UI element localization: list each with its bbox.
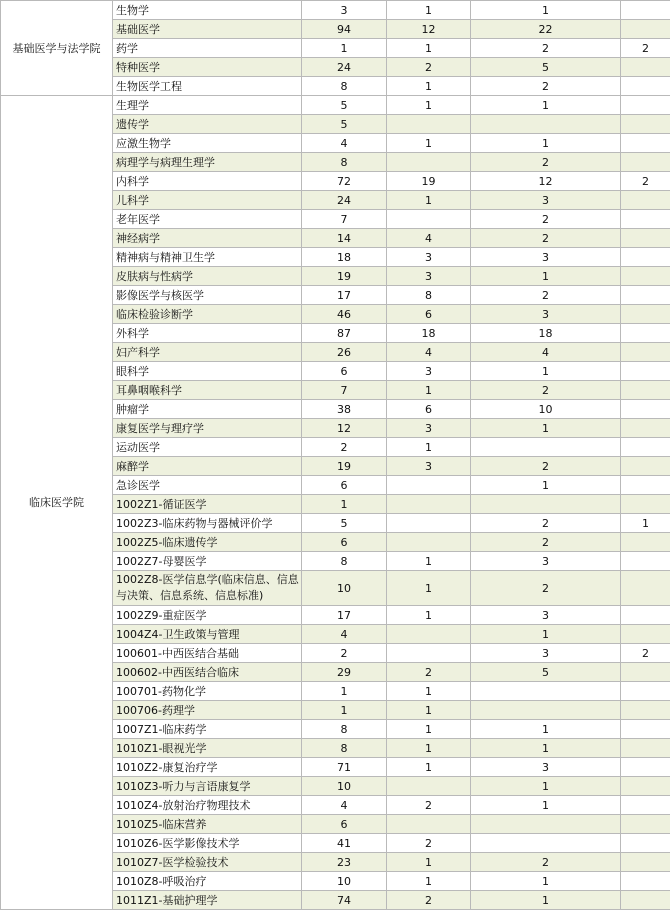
count-cell-c3: 3 xyxy=(471,552,621,571)
count-cell-c3 xyxy=(471,115,621,134)
major-name-cell: 皮肤病与性病学 xyxy=(113,267,302,286)
count-cell-c2: 4 xyxy=(387,343,471,362)
count-cell-c2 xyxy=(387,625,471,644)
count-cell-c3: 2 xyxy=(471,853,621,872)
count-cell-c4 xyxy=(621,533,670,552)
count-cell-c2: 1 xyxy=(387,191,471,210)
count-cell-c1: 71 xyxy=(302,758,387,777)
count-cell-c3 xyxy=(471,682,621,701)
count-cell-c1: 5 xyxy=(302,514,387,533)
count-cell-c3: 12 xyxy=(471,172,621,191)
count-cell-c3: 3 xyxy=(471,644,621,663)
count-cell-c1: 6 xyxy=(302,362,387,381)
count-cell-c4: 2 xyxy=(621,644,670,663)
major-name-cell: 药学 xyxy=(113,39,302,58)
count-cell-c2: 3 xyxy=(387,419,471,438)
count-cell-c3: 1 xyxy=(471,1,621,20)
count-cell-c3: 5 xyxy=(471,58,621,77)
count-cell-c4 xyxy=(621,134,670,153)
major-name-cell: 1010Z4-放射治疗物理技术 xyxy=(113,796,302,815)
count-cell-c1: 1 xyxy=(302,495,387,514)
count-cell-c4 xyxy=(621,758,670,777)
major-name-cell: 外科学 xyxy=(113,324,302,343)
count-cell-c4 xyxy=(621,552,670,571)
major-name-cell: 耳鼻咽喉科学 xyxy=(113,381,302,400)
count-cell-c4 xyxy=(621,701,670,720)
count-cell-c1: 1 xyxy=(302,682,387,701)
count-cell-c4 xyxy=(621,324,670,343)
count-cell-c4 xyxy=(621,663,670,682)
count-cell-c1: 94 xyxy=(302,20,387,39)
count-cell-c4 xyxy=(621,115,670,134)
count-cell-c4: 2 xyxy=(621,39,670,58)
count-cell-c3: 22 xyxy=(471,20,621,39)
count-cell-c2: 12 xyxy=(387,20,471,39)
major-name-cell: 儿科学 xyxy=(113,191,302,210)
count-cell-c4 xyxy=(621,343,670,362)
count-cell-c1: 29 xyxy=(302,663,387,682)
count-cell-c2 xyxy=(387,495,471,514)
count-cell-c3: 3 xyxy=(471,305,621,324)
count-cell-c3: 2 xyxy=(471,229,621,248)
count-cell-c3: 2 xyxy=(471,153,621,172)
count-cell-c3: 1 xyxy=(471,419,621,438)
major-name-cell: 应激生物学 xyxy=(113,134,302,153)
major-name-cell: 康复医学与理疗学 xyxy=(113,419,302,438)
count-cell-c4 xyxy=(621,815,670,834)
count-cell-c1: 1 xyxy=(302,701,387,720)
count-cell-c2: 1 xyxy=(387,758,471,777)
count-cell-c1: 2 xyxy=(302,644,387,663)
count-cell-c2: 3 xyxy=(387,457,471,476)
major-name-cell: 麻醉学 xyxy=(113,457,302,476)
major-name-cell: 100601-中西医结合基础 xyxy=(113,644,302,663)
count-cell-c2 xyxy=(387,815,471,834)
count-cell-c3: 2 xyxy=(471,514,621,533)
count-cell-c4 xyxy=(621,606,670,625)
major-name-cell: 影像医学与核医学 xyxy=(113,286,302,305)
count-cell-c3 xyxy=(471,701,621,720)
major-name-cell: 1010Z5-临床营养 xyxy=(113,815,302,834)
count-cell-c1: 7 xyxy=(302,381,387,400)
count-cell-c3 xyxy=(471,495,621,514)
table-row xyxy=(1,1,670,20)
count-cell-c4 xyxy=(621,834,670,853)
count-cell-c1: 4 xyxy=(302,134,387,153)
count-cell-c1: 24 xyxy=(302,191,387,210)
count-cell-c2: 3 xyxy=(387,248,471,267)
count-cell-c1: 17 xyxy=(302,286,387,305)
major-name-cell: 病理学与病理生理学 xyxy=(113,153,302,172)
count-cell-c4 xyxy=(621,229,670,248)
major-name-cell: 遗传学 xyxy=(113,115,302,134)
count-cell-c3: 3 xyxy=(471,248,621,267)
count-cell-c2: 1 xyxy=(387,682,471,701)
major-name-cell: 急诊医学 xyxy=(113,476,302,495)
count-cell-c4 xyxy=(621,872,670,891)
count-cell-c3: 1 xyxy=(471,796,621,815)
count-cell-c4 xyxy=(621,777,670,796)
count-cell-c4 xyxy=(621,476,670,495)
count-cell-c2: 1 xyxy=(387,853,471,872)
major-name-cell: 1007Z1-临床药学 xyxy=(113,720,302,739)
count-cell-c4 xyxy=(621,153,670,172)
count-cell-c1: 4 xyxy=(302,796,387,815)
major-name-cell: 1002Z3-临床药物与器械评价学 xyxy=(113,514,302,533)
major-name-cell: 100701-药物化学 xyxy=(113,682,302,701)
count-cell-c4 xyxy=(621,739,670,758)
major-name-cell: 1002Z5-临床遗传学 xyxy=(113,533,302,552)
major-name-cell: 精神病与精神卫生学 xyxy=(113,248,302,267)
college-name-cell: 基础医学与法学院 xyxy=(1,1,113,96)
count-cell-c3: 3 xyxy=(471,758,621,777)
major-name-cell: 1002Z7-母婴医学 xyxy=(113,552,302,571)
count-cell-c4 xyxy=(621,891,670,910)
count-cell-c1: 19 xyxy=(302,267,387,286)
count-cell-c3: 1 xyxy=(471,872,621,891)
count-cell-c3 xyxy=(471,438,621,457)
major-name-cell: 老年医学 xyxy=(113,210,302,229)
major-name-cell: 1002Z8-医学信息学(临床信息、信息与决策、信息系统、信息标准) xyxy=(113,571,302,606)
count-cell-c2: 1 xyxy=(387,381,471,400)
count-cell-c2: 1 xyxy=(387,701,471,720)
count-cell-c2: 1 xyxy=(387,1,471,20)
count-cell-c3: 2 xyxy=(471,533,621,552)
major-name-cell: 生物医学工程 xyxy=(113,77,302,96)
major-name-cell: 100706-药理学 xyxy=(113,701,302,720)
count-cell-c2: 1 xyxy=(387,739,471,758)
major-name-cell: 1004Z4-卫生政策与管理 xyxy=(113,625,302,644)
major-name-cell: 基础医学 xyxy=(113,20,302,39)
count-cell-c1: 19 xyxy=(302,457,387,476)
count-cell-c4 xyxy=(621,625,670,644)
count-cell-c2 xyxy=(387,210,471,229)
count-cell-c1: 5 xyxy=(302,115,387,134)
count-cell-c1: 3 xyxy=(302,1,387,20)
count-cell-c2: 1 xyxy=(387,77,471,96)
major-name-cell: 1010Z2-康复治疗学 xyxy=(113,758,302,777)
count-cell-c3: 1 xyxy=(471,720,621,739)
count-cell-c2: 18 xyxy=(387,324,471,343)
count-cell-c1: 6 xyxy=(302,815,387,834)
count-cell-c1: 8 xyxy=(302,77,387,96)
count-cell-c2 xyxy=(387,644,471,663)
count-cell-c1: 87 xyxy=(302,324,387,343)
major-name-cell: 1002Z1-循证医学 xyxy=(113,495,302,514)
major-name-cell: 临床检验诊断学 xyxy=(113,305,302,324)
count-cell-c4 xyxy=(621,457,670,476)
count-cell-c2 xyxy=(387,533,471,552)
count-cell-c4 xyxy=(621,682,670,701)
count-cell-c2: 6 xyxy=(387,400,471,419)
count-cell-c4 xyxy=(621,20,670,39)
count-cell-c1: 18 xyxy=(302,248,387,267)
count-cell-c1: 6 xyxy=(302,476,387,495)
count-cell-c2 xyxy=(387,514,471,533)
count-cell-c1: 23 xyxy=(302,853,387,872)
count-cell-c4 xyxy=(621,267,670,286)
major-name-cell: 特种医学 xyxy=(113,58,302,77)
count-cell-c2: 1 xyxy=(387,438,471,457)
count-cell-c4 xyxy=(621,191,670,210)
count-cell-c3: 1 xyxy=(471,476,621,495)
count-cell-c1: 12 xyxy=(302,419,387,438)
count-cell-c2: 3 xyxy=(387,267,471,286)
count-cell-c3: 2 xyxy=(471,210,621,229)
major-name-cell: 1010Z7-医学检验技术 xyxy=(113,853,302,872)
count-cell-c2: 4 xyxy=(387,229,471,248)
count-cell-c3: 2 xyxy=(471,381,621,400)
count-cell-c3: 18 xyxy=(471,324,621,343)
count-cell-c4 xyxy=(621,248,670,267)
count-cell-c2: 6 xyxy=(387,305,471,324)
count-cell-c1: 8 xyxy=(302,739,387,758)
count-cell-c1: 2 xyxy=(302,438,387,457)
count-cell-c1: 8 xyxy=(302,153,387,172)
count-cell-c2: 1 xyxy=(387,606,471,625)
count-cell-c2: 1 xyxy=(387,39,471,58)
major-name-cell: 1010Z6-医学影像技术学 xyxy=(113,834,302,853)
count-cell-c1: 74 xyxy=(302,891,387,910)
count-cell-c3 xyxy=(471,815,621,834)
count-cell-c1: 24 xyxy=(302,58,387,77)
count-cell-c2: 2 xyxy=(387,663,471,682)
count-cell-c4 xyxy=(621,495,670,514)
major-name-cell: 生理学 xyxy=(113,96,302,115)
count-cell-c4 xyxy=(621,96,670,115)
count-cell-c3: 1 xyxy=(471,134,621,153)
major-name-cell: 妇产科学 xyxy=(113,343,302,362)
count-cell-c4 xyxy=(621,720,670,739)
major-name-cell: 100602-中西医结合临床 xyxy=(113,663,302,682)
count-cell-c1: 38 xyxy=(302,400,387,419)
count-cell-c2: 1 xyxy=(387,552,471,571)
count-cell-c3: 2 xyxy=(471,77,621,96)
count-cell-c3: 5 xyxy=(471,663,621,682)
count-cell-c4 xyxy=(621,400,670,419)
count-cell-c2: 1 xyxy=(387,872,471,891)
table-row xyxy=(1,96,670,115)
count-cell-c4 xyxy=(621,362,670,381)
count-cell-c3: 1 xyxy=(471,362,621,381)
count-cell-c2: 1 xyxy=(387,96,471,115)
count-cell-c1: 17 xyxy=(302,606,387,625)
major-name-cell: 运动医学 xyxy=(113,438,302,457)
count-cell-c4 xyxy=(621,58,670,77)
major-name-cell: 肿瘤学 xyxy=(113,400,302,419)
count-cell-c1: 1 xyxy=(302,39,387,58)
count-cell-c2 xyxy=(387,476,471,495)
count-cell-c3: 2 xyxy=(471,571,621,606)
count-cell-c1: 7 xyxy=(302,210,387,229)
count-cell-c2 xyxy=(387,777,471,796)
count-cell-c3: 3 xyxy=(471,191,621,210)
major-name-cell: 神经病学 xyxy=(113,229,302,248)
count-cell-c4 xyxy=(621,305,670,324)
count-cell-c2 xyxy=(387,115,471,134)
count-cell-c3: 1 xyxy=(471,267,621,286)
count-cell-c4 xyxy=(621,796,670,815)
count-cell-c3: 1 xyxy=(471,891,621,910)
count-cell-c2: 2 xyxy=(387,891,471,910)
count-cell-c3: 2 xyxy=(471,286,621,305)
count-cell-c4 xyxy=(621,77,670,96)
count-cell-c1: 10 xyxy=(302,777,387,796)
count-cell-c1: 10 xyxy=(302,872,387,891)
count-cell-c3: 10 xyxy=(471,400,621,419)
count-cell-c4 xyxy=(621,419,670,438)
count-cell-c4: 1 xyxy=(621,514,670,533)
major-name-cell: 内科学 xyxy=(113,172,302,191)
major-name-cell: 1010Z1-眼视光学 xyxy=(113,739,302,758)
count-cell-c1: 6 xyxy=(302,533,387,552)
count-cell-c1: 46 xyxy=(302,305,387,324)
count-cell-c4 xyxy=(621,853,670,872)
count-cell-c1: 8 xyxy=(302,720,387,739)
college-name-cell: 临床医学院 xyxy=(1,96,113,910)
count-cell-c4 xyxy=(621,1,670,20)
count-cell-c2: 8 xyxy=(387,286,471,305)
count-cell-c3: 2 xyxy=(471,39,621,58)
count-cell-c2: 2 xyxy=(387,58,471,77)
count-cell-c4 xyxy=(621,381,670,400)
count-cell-c1: 4 xyxy=(302,625,387,644)
count-cell-c3: 1 xyxy=(471,777,621,796)
major-name-cell: 1010Z8-呼吸治疗 xyxy=(113,872,302,891)
count-cell-c1: 10 xyxy=(302,571,387,606)
count-cell-c2: 2 xyxy=(387,796,471,815)
count-cell-c2: 2 xyxy=(387,834,471,853)
count-cell-c4 xyxy=(621,286,670,305)
count-cell-c4: 2 xyxy=(621,172,670,191)
major-name-cell: 1002Z9-重症医学 xyxy=(113,606,302,625)
count-cell-c3: 4 xyxy=(471,343,621,362)
major-name-cell: 生物学 xyxy=(113,1,302,20)
count-cell-c2: 1 xyxy=(387,134,471,153)
count-cell-c3: 1 xyxy=(471,96,621,115)
count-cell-c4 xyxy=(621,210,670,229)
count-cell-c2 xyxy=(387,153,471,172)
count-cell-c2: 1 xyxy=(387,720,471,739)
major-name-cell: 1011Z1-基础护理学 xyxy=(113,891,302,910)
count-cell-c1: 41 xyxy=(302,834,387,853)
count-cell-c3: 1 xyxy=(471,739,621,758)
count-cell-c1: 8 xyxy=(302,552,387,571)
count-cell-c1: 5 xyxy=(302,96,387,115)
count-cell-c1: 72 xyxy=(302,172,387,191)
count-cell-c3 xyxy=(471,834,621,853)
count-cell-c3: 2 xyxy=(471,457,621,476)
count-cell-c1: 14 xyxy=(302,229,387,248)
major-name-cell: 眼科学 xyxy=(113,362,302,381)
count-cell-c1: 26 xyxy=(302,343,387,362)
major-name-cell: 1010Z3-听力与言语康复学 xyxy=(113,777,302,796)
count-cell-c3: 3 xyxy=(471,606,621,625)
count-cell-c4 xyxy=(621,571,670,606)
count-cell-c3: 1 xyxy=(471,625,621,644)
count-cell-c2: 1 xyxy=(387,571,471,606)
count-cell-c2: 19 xyxy=(387,172,471,191)
count-cell-c2: 3 xyxy=(387,362,471,381)
count-cell-c4 xyxy=(621,438,670,457)
